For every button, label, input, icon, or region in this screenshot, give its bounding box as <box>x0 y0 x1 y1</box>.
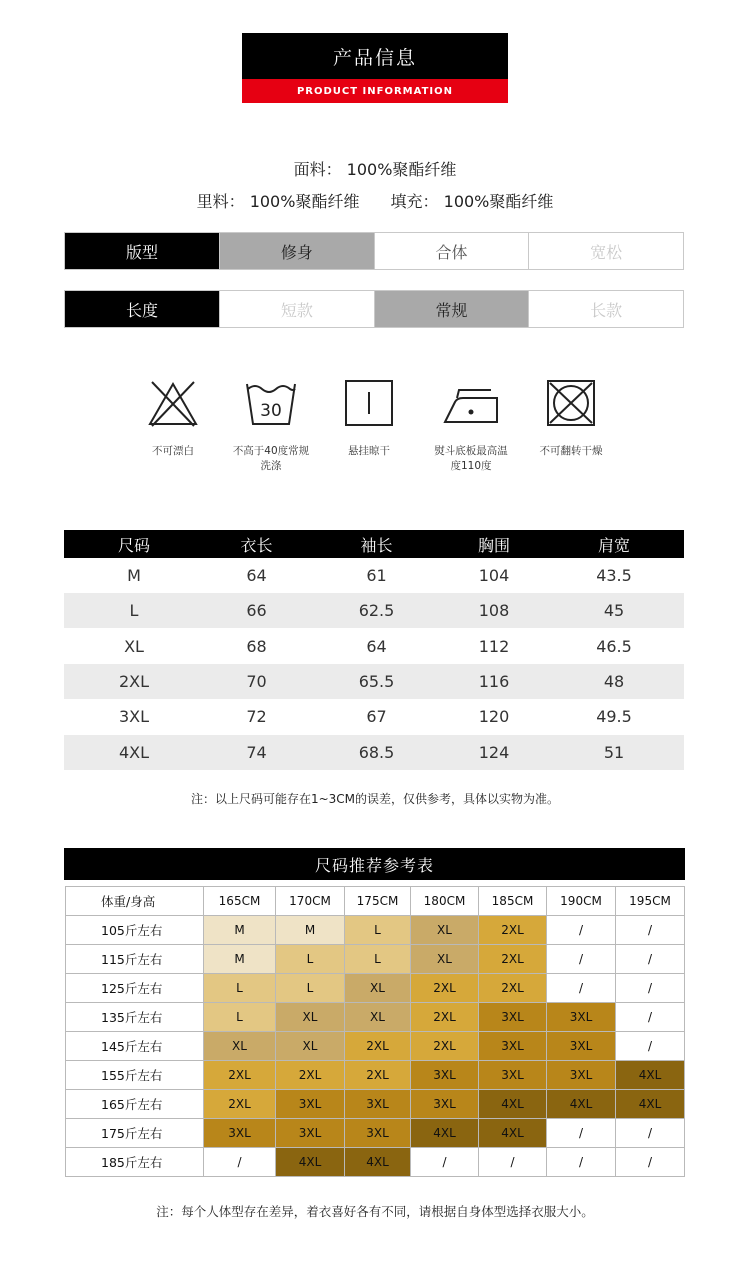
care-label: 熨斗底板最高温度110度 <box>434 445 508 472</box>
size-recommendation: XL <box>411 916 479 945</box>
recommend-row <box>66 916 685 945</box>
size-recommendation: 3XL <box>547 1003 616 1032</box>
material-lining-line <box>0 189 750 212</box>
size-recommendation: / <box>411 1148 479 1177</box>
sleeve-cell: 64 <box>366 637 387 656</box>
size-recommendation: / <box>616 1003 685 1032</box>
recommend-row <box>66 1061 685 1090</box>
size-recommendation: / <box>616 1119 685 1148</box>
height-header: 180CM <box>411 887 479 916</box>
size-recommendation: 3XL <box>345 1119 411 1148</box>
fit-option-slim: 修身 <box>219 233 374 269</box>
iron-110-icon <box>441 378 501 428</box>
size-recommendation: 4XL <box>276 1148 345 1177</box>
sleeve-cell: 61 <box>366 566 387 585</box>
size-recommendation: 2XL <box>411 1032 479 1061</box>
size-recommendation: M <box>276 916 345 945</box>
size-cell: XL <box>124 637 144 656</box>
size-recommendation: 4XL <box>345 1148 411 1177</box>
care-label: 悬挂晾干 <box>348 445 390 457</box>
fit-row <box>64 232 684 270</box>
size-recommendation: 3XL <box>204 1119 276 1148</box>
size-recommendation: 4XL <box>616 1061 685 1090</box>
size-recommendation: 2XL <box>276 1061 345 1090</box>
size-cell: 2XL <box>118 672 150 691</box>
size-recommendation: L <box>276 974 345 1003</box>
fit-label: 版型 <box>65 233 219 269</box>
size-row <box>64 735 684 770</box>
shoulder-cell: 43.5 <box>596 566 632 585</box>
weight-label: 145斤左右 <box>66 1032 204 1061</box>
size-recommendation: 4XL <box>616 1090 685 1119</box>
shoulder-cell: 46.5 <box>596 637 632 656</box>
size-recommendation: 3XL <box>345 1090 411 1119</box>
care-label: 不高于40度常规洗涤 <box>232 445 310 472</box>
care-no-tumble-dry <box>531 378 611 459</box>
size-recommendation: 3XL <box>547 1032 616 1061</box>
care-hang-dry <box>329 378 409 459</box>
length-option-regular: 常规 <box>374 291 529 327</box>
svg-text:30: 30 <box>260 401 282 421</box>
fit-option-regular: 合体 <box>374 233 529 269</box>
size-recommendation: 2XL <box>411 974 479 1003</box>
size-recommendation: 3XL <box>411 1061 479 1090</box>
size-row <box>64 593 684 628</box>
size-recommendation: L <box>345 916 411 945</box>
size-recommendation: XL <box>411 945 479 974</box>
length-option-short: 短款 <box>219 291 374 327</box>
size-recommendation: 2XL <box>479 945 547 974</box>
recommend-row <box>66 945 685 974</box>
length-label: 长度 <box>65 291 219 327</box>
recommend-row <box>66 974 685 1003</box>
size-recommendation: / <box>616 916 685 945</box>
care-iron <box>431 378 511 474</box>
chest-cell: 112 <box>478 637 510 656</box>
size-recommendation: / <box>547 916 616 945</box>
section-title: 产品信息 <box>242 33 508 79</box>
size-recommendation: 4XL <box>411 1119 479 1148</box>
size-recommendation: 4XL <box>479 1119 547 1148</box>
shoulder-cell: 51 <box>603 743 625 762</box>
size-recommendation: XL <box>345 974 411 1003</box>
size-recommendation: 2XL <box>204 1061 276 1090</box>
length-cell: 72 <box>246 707 267 726</box>
filling-text: 填充： 100%聚酯纤维 <box>390 192 554 211</box>
size-cell: M <box>127 566 141 585</box>
length-cell: 68 <box>246 637 267 656</box>
chest-cell: 124 <box>478 743 510 762</box>
weight-label: 105斤左右 <box>66 916 204 945</box>
length-cell: 70 <box>246 672 267 691</box>
size-recommendation: 3XL <box>276 1090 345 1119</box>
size-cell: 4XL <box>118 743 150 762</box>
weight-label: 175斤左右 <box>66 1119 204 1148</box>
length-cell: 66 <box>246 601 267 620</box>
size-recommendation: XL <box>345 1003 411 1032</box>
size-row <box>64 629 684 664</box>
height-header: 165CM <box>204 887 276 916</box>
weight-label: 155斤左右 <box>66 1061 204 1090</box>
size-recommendation: M <box>204 916 276 945</box>
size-note: 注：以上尺码可能存在1~3CM的误差，仅供参考，具体以实物为准。 <box>190 792 560 806</box>
no-tumble-dry-icon <box>544 378 598 428</box>
chest-cell: 108 <box>478 601 510 620</box>
height-header: 175CM <box>345 887 411 916</box>
size-recommendation: / <box>204 1148 276 1177</box>
size-recommendation: 2XL <box>411 1003 479 1032</box>
size-row <box>64 664 684 699</box>
recommend-row <box>66 1090 685 1119</box>
size-recommendation: 4XL <box>547 1090 616 1119</box>
recommend-row <box>66 1119 685 1148</box>
header-chest: 胸围 <box>477 535 510 555</box>
care-no-bleach <box>133 378 213 459</box>
care-label: 不可漂白 <box>152 445 194 457</box>
shoulder-cell: 45 <box>603 601 625 620</box>
size-recommendation: XL <box>204 1032 276 1061</box>
sleeve-cell: 67 <box>366 707 387 726</box>
size-recommendation: / <box>616 1148 685 1177</box>
hang-dry-icon <box>342 378 396 428</box>
header-size: 尺码 <box>117 535 150 555</box>
size-recommendation: / <box>479 1148 547 1177</box>
recommend-table <box>65 886 685 1177</box>
length-cell: 64 <box>246 566 267 585</box>
size-row <box>64 699 684 734</box>
size-recommendation: L <box>276 945 345 974</box>
size-cell: 3XL <box>118 707 150 726</box>
recommend-title: 尺码推荐参考表 <box>64 848 685 880</box>
header-shoulder: 肩宽 <box>597 535 630 555</box>
size-recommendation: XL <box>276 1003 345 1032</box>
size-table-header <box>64 530 684 558</box>
size-row <box>64 558 684 593</box>
size-recommendation: 2XL <box>345 1032 411 1061</box>
height-header: 195CM <box>616 887 685 916</box>
height-header: 170CM <box>276 887 345 916</box>
size-recommendation: 3XL <box>411 1090 479 1119</box>
size-recommendation: 4XL <box>479 1090 547 1119</box>
recommend-row <box>66 1032 685 1061</box>
recommend-row <box>66 1148 685 1177</box>
sleeve-cell: 68.5 <box>358 743 395 762</box>
fit-option-loose: 宽松 <box>528 233 683 269</box>
size-recommendation: L <box>204 974 276 1003</box>
size-cell: L <box>129 601 139 620</box>
size-recommendation: L <box>345 945 411 974</box>
care-label: 不可翻转干燥 <box>539 445 603 457</box>
length-option-long: 长款 <box>528 291 683 327</box>
size-recommendation: 2XL <box>345 1061 411 1090</box>
height-header: 190CM <box>547 887 616 916</box>
size-recommendation: / <box>616 974 685 1003</box>
size-recommendation: 3XL <box>547 1061 616 1090</box>
length-row <box>64 290 684 328</box>
size-recommendation: / <box>547 945 616 974</box>
shoulder-cell: 48 <box>603 672 625 691</box>
size-recommendation: 3XL <box>479 1032 547 1061</box>
weight-label: 165斤左右 <box>66 1090 204 1119</box>
length-cell: 74 <box>246 743 267 762</box>
chest-cell: 116 <box>478 672 510 691</box>
chest-cell: 120 <box>478 707 510 726</box>
size-recommendation: L <box>204 1003 276 1032</box>
fabric-text: 面料： 100%聚酯纤维 <box>293 160 457 179</box>
no-bleach-icon <box>146 378 200 428</box>
size-recommendation: 2XL <box>479 916 547 945</box>
weight-label: 135斤左右 <box>66 1003 204 1032</box>
size-recommendation: / <box>547 974 616 1003</box>
size-recommendation: XL <box>276 1032 345 1061</box>
wash-40-icon <box>244 378 298 428</box>
lining-text: 里料： 100%聚酯纤维 <box>196 192 360 211</box>
sleeve-cell: 65.5 <box>358 672 395 691</box>
size-recommendation: / <box>616 945 685 974</box>
section-subtitle: PRODUCT INFORMATION <box>242 79 508 103</box>
material-fabric-line <box>0 157 750 180</box>
corner-label: 体重/身高 <box>66 887 204 916</box>
size-recommendation: 3XL <box>479 1061 547 1090</box>
size-recommendation: M <box>204 945 276 974</box>
size-recommendation: / <box>616 1032 685 1061</box>
weight-label: 185斤左右 <box>66 1148 204 1177</box>
recommend-note: 注：每个人体型存在差异，着衣喜好各有不同，请根据自身体型选择衣服大小。 <box>156 1204 594 1219</box>
header-sleeve: 袖长 <box>360 535 393 555</box>
header-length: 衣长 <box>240 535 273 555</box>
size-recommendation: 2XL <box>479 974 547 1003</box>
recommend-row <box>66 1003 685 1032</box>
care-wash <box>231 378 311 474</box>
height-header: 185CM <box>479 887 547 916</box>
size-recommendation: 2XL <box>204 1090 276 1119</box>
recommend-header-row <box>66 887 685 916</box>
weight-label: 125斤左右 <box>66 974 204 1003</box>
size-recommendation: / <box>547 1119 616 1148</box>
size-recommendation: 3XL <box>276 1119 345 1148</box>
sleeve-cell: 62.5 <box>358 601 395 620</box>
shoulder-cell: 49.5 <box>596 707 632 726</box>
chest-cell: 104 <box>478 566 510 585</box>
size-recommendation: 3XL <box>479 1003 547 1032</box>
size-recommendation: / <box>547 1148 616 1177</box>
weight-label: 115斤左右 <box>66 945 204 974</box>
